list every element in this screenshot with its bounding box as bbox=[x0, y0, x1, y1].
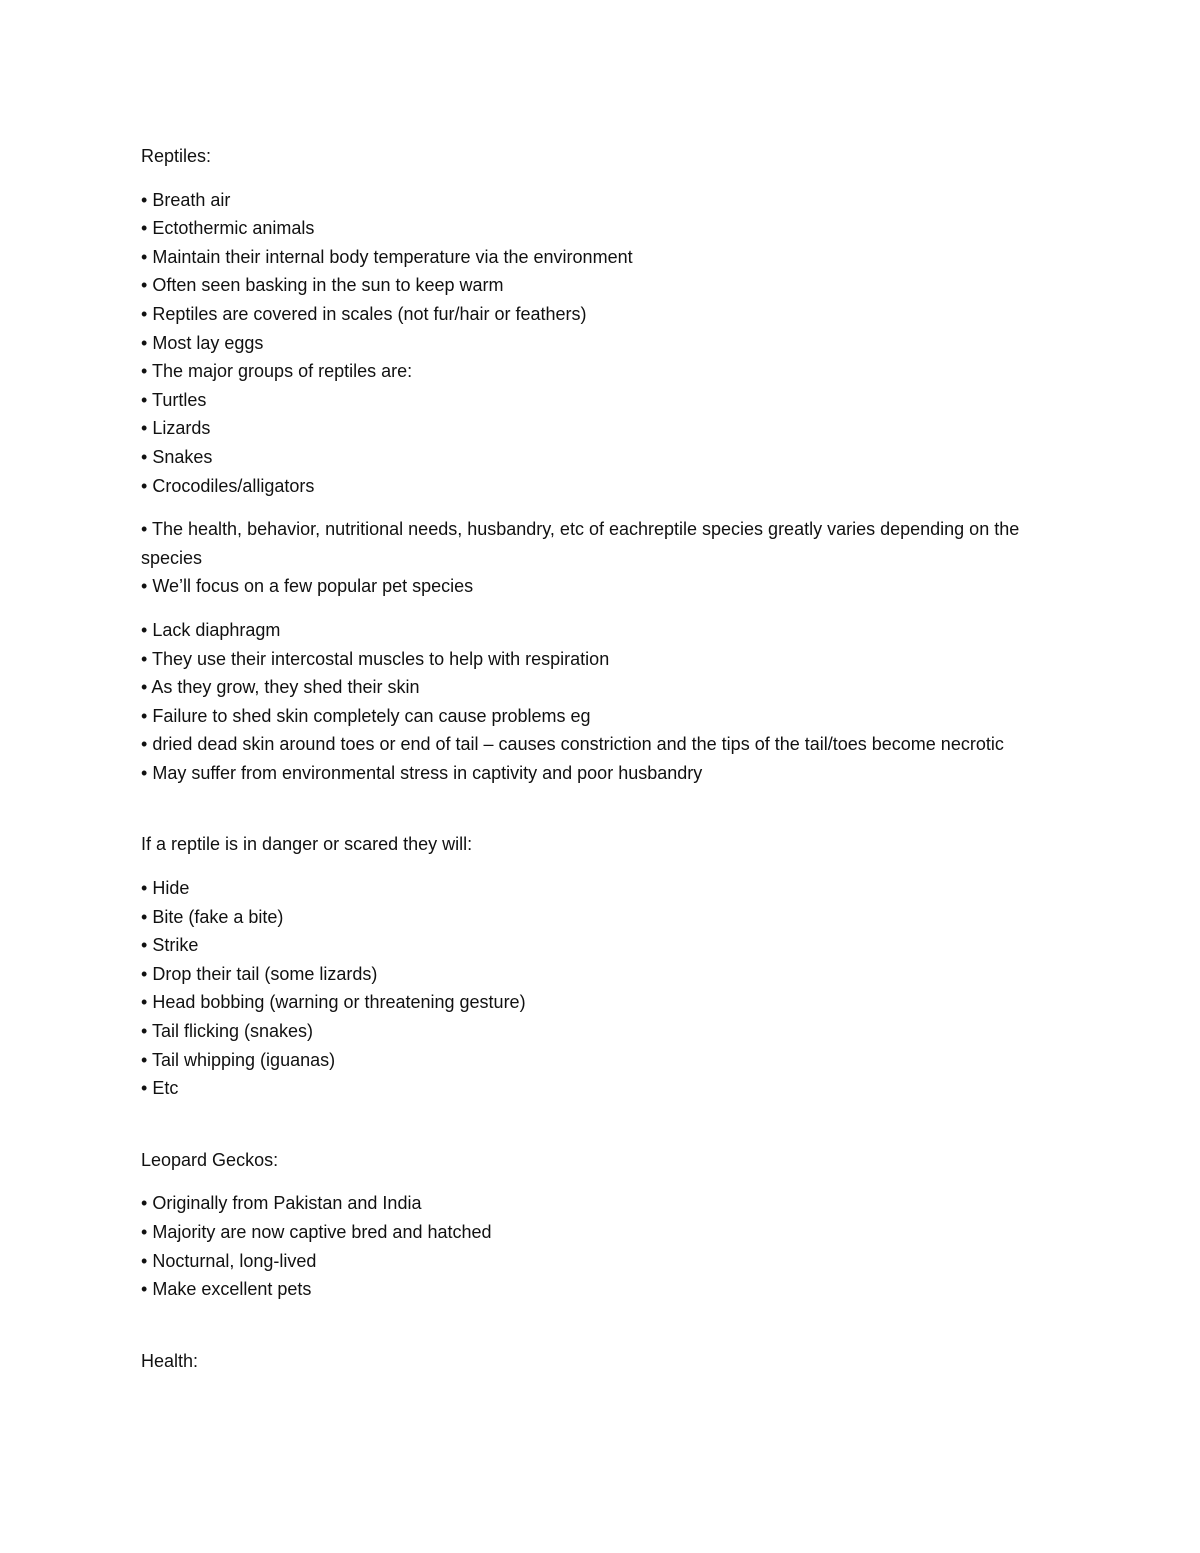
bullet-item bbox=[141, 386, 1071, 415]
bullet-text: Nocturnal, long-lived bbox=[152, 1250, 317, 1271]
paragraph-spacer bbox=[141, 1174, 1071, 1189]
section-heading: Leopard Geckos: bbox=[141, 1149, 279, 1170]
bullet-item bbox=[141, 472, 1071, 501]
bullet-item bbox=[141, 329, 1071, 358]
bullet-text: The health, behavior, nutritional needs, husbandry, etc of eachreptile species greatly varies depending on the species bbox=[141, 519, 1020, 568]
bullet-text: Lack diaphragm bbox=[152, 619, 281, 640]
bullet-item bbox=[141, 702, 1071, 731]
bullet-item bbox=[141, 1046, 1071, 1075]
bullet-icon: • bbox=[141, 303, 148, 324]
bullet-item bbox=[141, 271, 1071, 300]
bullet-list bbox=[141, 186, 1071, 501]
bullet-text: Reptiles are covered in scales (not fur/hair or feathers) bbox=[152, 303, 587, 324]
bullet-item bbox=[141, 572, 1071, 601]
bullet-icon: • bbox=[141, 418, 148, 439]
bullet-text: Ectothermic animals bbox=[152, 218, 315, 239]
bullet-icon: • bbox=[141, 705, 148, 726]
bullet-icon: • bbox=[141, 1021, 148, 1042]
bullet-item bbox=[141, 300, 1071, 329]
bullet-icon: • bbox=[141, 576, 148, 597]
bullet-text: Drop their tail (some lizards) bbox=[152, 963, 378, 984]
section-spacer bbox=[141, 787, 1071, 830]
bullet-icon: • bbox=[141, 389, 148, 410]
bullet-icon: • bbox=[141, 1222, 148, 1242]
bullet-text: Most lay eggs bbox=[152, 332, 264, 353]
bullet-icon: • bbox=[141, 519, 148, 540]
bullet-text: Make excellent pets bbox=[152, 1279, 312, 1300]
bullet-item bbox=[141, 214, 1071, 243]
bullet-item bbox=[141, 1074, 1071, 1103]
bullet-item bbox=[141, 1247, 1071, 1276]
bullet-list bbox=[141, 1189, 1071, 1303]
bullet-list bbox=[141, 616, 1071, 788]
bullet-icon: • bbox=[141, 619, 148, 640]
bullet-item bbox=[141, 1218, 1071, 1247]
bullet-text: Etc bbox=[152, 1078, 179, 1099]
bullet-text: Strike bbox=[152, 935, 199, 956]
bullet-item bbox=[141, 414, 1071, 443]
bullet-item bbox=[141, 730, 1071, 759]
section-heading: Health: bbox=[141, 1350, 199, 1371]
bullet-text: Failure to shed skin completely can cause problems eg bbox=[152, 705, 591, 726]
bullet-text: We’ll focus on a few popular pet species bbox=[152, 576, 474, 597]
bullet-item bbox=[141, 1275, 1071, 1304]
paragraph-spacer bbox=[141, 859, 1071, 874]
bullet-icon: • bbox=[141, 475, 148, 496]
bullet-item bbox=[141, 1189, 1071, 1218]
document-page bbox=[141, 142, 1071, 1375]
paragraph-spacer bbox=[141, 601, 1071, 616]
bullet-item bbox=[141, 515, 1071, 572]
bullet-icon: • bbox=[141, 1250, 148, 1271]
bullet-icon: • bbox=[141, 189, 148, 210]
bullet-text: May suffer from environmental stress in captivity and poor husbandry bbox=[152, 762, 703, 783]
bullet-text: Hide bbox=[152, 878, 190, 899]
bullet-text: Originally from Pakistan and India bbox=[152, 1193, 422, 1214]
bullet-item bbox=[141, 673, 1071, 702]
bullet-text: Snakes bbox=[152, 446, 213, 467]
bullet-text: Tail whipping (iguanas) bbox=[152, 1049, 336, 1070]
bullet-text: Crocodiles/alligators bbox=[152, 475, 315, 496]
bullet-text: Head bobbing (warning or threatening gesture) bbox=[152, 992, 526, 1013]
section-spacer bbox=[141, 1103, 1071, 1146]
bullet-icon: • bbox=[141, 762, 148, 783]
section-spacer bbox=[141, 1304, 1071, 1347]
bullet-text: As they grow, they shed their skin bbox=[151, 677, 420, 698]
bullet-item bbox=[141, 903, 1071, 932]
paragraph-spacer bbox=[141, 171, 1071, 186]
bullet-icon: • bbox=[141, 648, 148, 669]
bullet-icon: • bbox=[141, 1049, 148, 1070]
bullet-item bbox=[141, 960, 1071, 989]
bullet-text: Turtles bbox=[152, 389, 207, 410]
bullet-icon: • bbox=[141, 1193, 148, 1214]
bullet-text: Maintain their internal body temperature via the environment bbox=[152, 246, 633, 267]
bullet-icon: • bbox=[141, 1078, 148, 1099]
bullet-text: Tail flicking (snakes) bbox=[152, 1021, 314, 1042]
bullet-item bbox=[141, 931, 1071, 960]
paragraph-spacer bbox=[141, 500, 1071, 515]
bullet-icon: • bbox=[141, 677, 148, 698]
bullet-icon: • bbox=[141, 446, 148, 467]
bullet-text: Often seen basking in the sun to keep warm bbox=[152, 275, 504, 296]
bullet-icon: • bbox=[141, 935, 148, 956]
bullet-text: They use their intercostal muscles to help with respiration bbox=[152, 648, 610, 669]
bullet-icon: • bbox=[141, 734, 148, 755]
bullet-item bbox=[141, 988, 1071, 1017]
bullet-item bbox=[141, 1017, 1071, 1046]
bullet-item bbox=[141, 243, 1071, 272]
bullet-text: Breath air bbox=[152, 189, 231, 210]
bullet-text: Lizards bbox=[152, 418, 211, 439]
bullet-icon: • bbox=[141, 218, 148, 239]
bullet-item bbox=[141, 874, 1071, 903]
bullet-icon: • bbox=[141, 275, 148, 296]
bullet-text: dried dead skin around toes or end of tail – causes constriction and the tips of the tail/toes become necrotic bbox=[152, 734, 1004, 755]
section-heading: If a reptile is in danger or scared they will: bbox=[141, 834, 473, 855]
bullet-item bbox=[141, 645, 1071, 674]
bullet-icon: • bbox=[141, 246, 148, 267]
bullet-icon: • bbox=[141, 361, 148, 382]
bullet-icon: • bbox=[141, 963, 148, 984]
bullet-icon: • bbox=[141, 878, 148, 899]
bullet-list bbox=[141, 874, 1071, 1103]
bullet-item bbox=[141, 759, 1071, 788]
bullet-text: Majority are now captive bred and hatched bbox=[152, 1222, 492, 1242]
bullet-item bbox=[141, 443, 1071, 472]
bullet-item bbox=[141, 616, 1071, 645]
bullet-icon: • bbox=[141, 906, 148, 927]
bullet-text: The major groups of reptiles are: bbox=[152, 361, 413, 382]
bullet-icon: • bbox=[141, 332, 148, 353]
bullet-list bbox=[141, 515, 1071, 601]
bullet-icon: • bbox=[141, 992, 148, 1013]
bullet-icon: • bbox=[141, 1279, 148, 1300]
section-heading: Reptiles: bbox=[141, 146, 212, 166]
bullet-item bbox=[141, 186, 1071, 215]
bullet-text: Bite (fake a bite) bbox=[152, 906, 284, 927]
bullet-item bbox=[141, 357, 1071, 386]
